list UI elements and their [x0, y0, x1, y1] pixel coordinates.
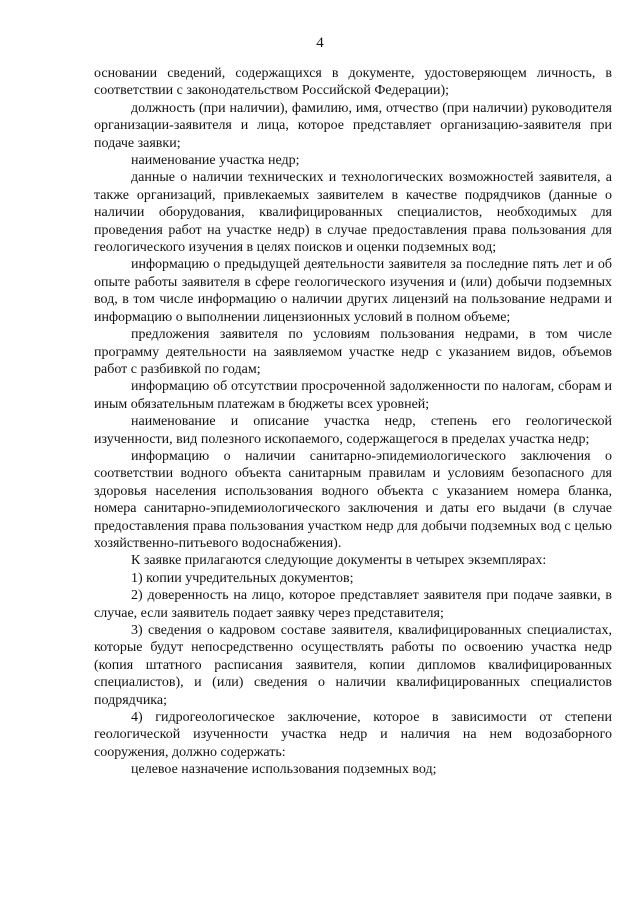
- paragraph-previous-activity: информацию о предыдущей деятельности заявителя за последние пять лет и об опыте работы заявителя в сфере геологического изучения и (или) добычи подземных вод, в том числе информацию о наличии других лицензий на пользование недрами и информацию о выполнении лицензионных условий в полном объеме;: [94, 257, 612, 325]
- paragraph-sanitary-conclusion: информацию о наличии санитарно-эпидемиологического заключения о соответствии водного объекта санитарным правилам и условиям безопасного для здоровья населения использования водного объекта с указанием номера бланка, номера санитарно-эпидемиологического заключения и даты его выдачи (в случае предоставления права пользования участком недр для добычи подземных вод с целью хозяйственно-питьевого водоснабжения).: [94, 448, 612, 551]
- paragraph-no-debt: информацию об отсутствии просроченной задолженности по налогам, сборам и иным обязательным платежам в бюджеты всех уровней;: [94, 379, 612, 412]
- list-item-1: 1) копии учредительных документов;: [131, 570, 354, 586]
- list-item-3: 3) сведения о кадровом составе заявителя, квалифицированных специалистах, которые будут непосредственно осуществлять работы по освоению участка недр (копия штатного расписания заявителя, копии дипломов квалифицированных специалистов), и (или) сведения о наличии квалифицированных специалистов подрядчика;: [94, 623, 612, 708]
- paragraph-continuation: основании сведений, содержащихся в документе, удостоверяющем личность, в соответствии с законодательством Российской Федерации);: [94, 66, 612, 99]
- paragraph-manager-details: должность (при наличии), фамилию, имя, отчество (при наличии) руководителя организации-заявителя и лица, которое представляет организацию-заявителя при подаче заявки;: [94, 100, 612, 151]
- list-item-2: 2) доверенность на лицо, которое представляет заявителя при подаче заявки, в случае, если заявитель подает заявку через представителя;: [94, 588, 612, 621]
- list-item-4: 4) гидрогеологическое заключение, которое в зависимости от степени геологической изученности участка недр и наличия на нем водозаборного сооружения, должно содержать:: [94, 710, 612, 760]
- document-body: [94, 65, 612, 779]
- paragraph-proposals: предложения заявителя по условиям пользования недрами, в том числе программу деятельности на заявляемом участке недр с указанием видов, объемов работ с разбивкой по годам;: [94, 327, 612, 377]
- paragraph-site-description: наименование и описание участка недр, степень его геологической изученности, вид полезного ископаемого, содержащегося в пределах участка недр;: [94, 414, 612, 447]
- paragraph-technical-capabilities: данные о наличии технических и технологических возможностей заявителя, а также организаций, привлекаемых заявителем в качестве подрядчиков (данные о наличии оборудования, квалифицированных специалистов, необходимых для проведения работ на участке недр) в случае предоставления права пользования для геологического изучения в целях поисков и оценки подземных вод;: [94, 170, 612, 256]
- paragraph-water-purpose: целевое назначение использования подземных вод;: [131, 762, 437, 778]
- page-number: 4: [316, 35, 324, 51]
- paragraph-attachments-intro: К заявке прилагаются следующие документы в четырех экземплярах:: [131, 553, 547, 569]
- paragraph-site-name: наименование участка недр;: [131, 153, 300, 169]
